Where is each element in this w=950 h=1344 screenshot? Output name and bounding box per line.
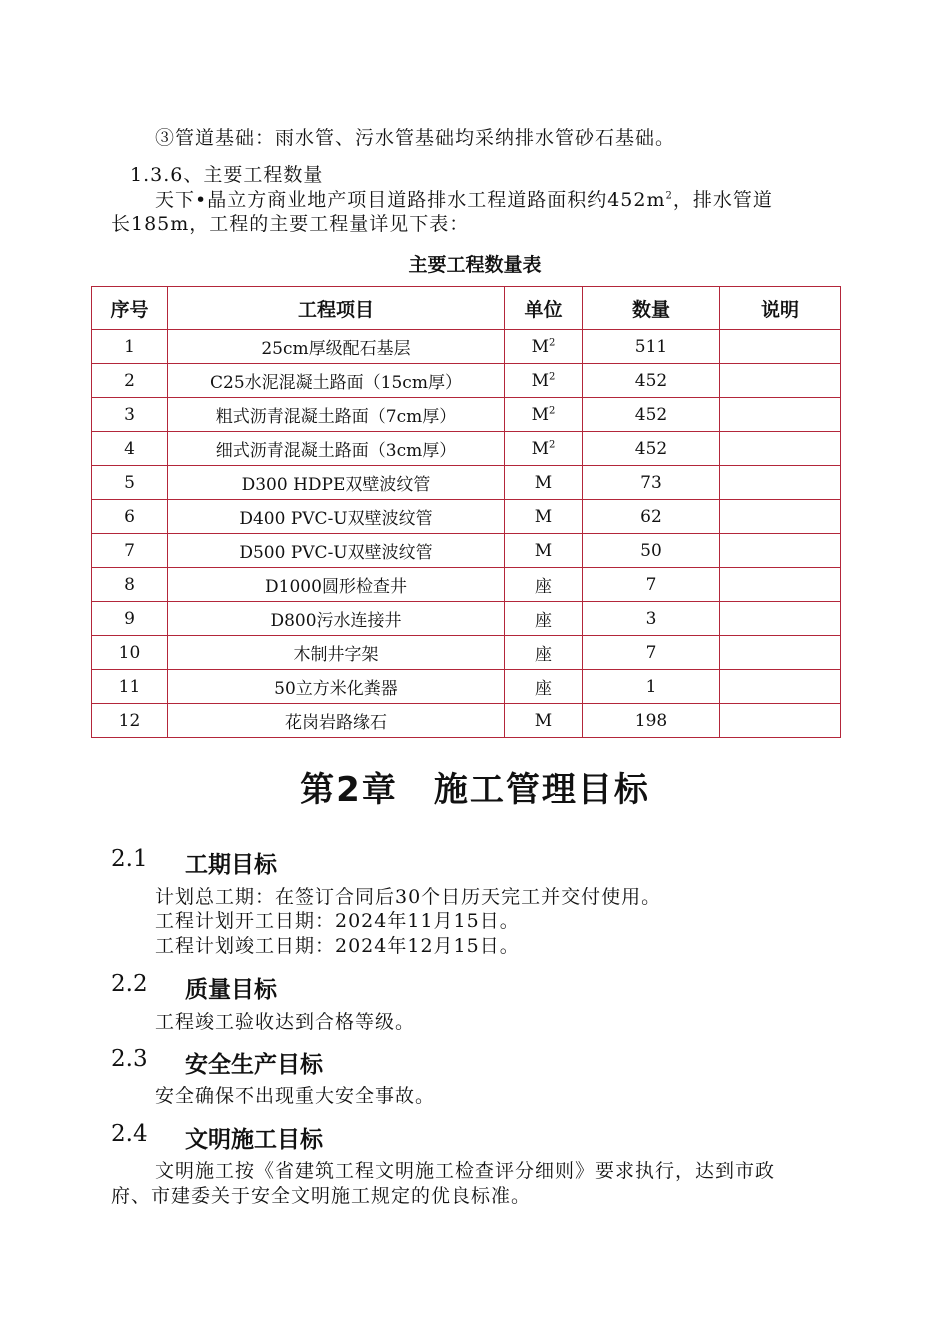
section-2-2-line-1: 工程竣工验收达到合格等级。 [155, 1011, 416, 1033]
unit-text: 座 [535, 679, 552, 699]
cell-item: D400 PVC-U双壁波纹管 [168, 500, 505, 534]
unit-text: M [531, 370, 550, 391]
cell-note [720, 670, 841, 704]
unit-superscript: 2 [549, 438, 556, 450]
cell-no: 7 [92, 534, 168, 568]
cell-item: D1000圆形检查井 [168, 568, 505, 602]
section-2-1-line-1: 计划总工期：在签订合同后30个日历天完工并交付使用。 [155, 886, 662, 908]
cell-qty: 7 [583, 568, 720, 602]
cell-unit [505, 398, 583, 432]
table-row [92, 670, 841, 704]
unit-text: 座 [535, 577, 552, 597]
unit-text: M [534, 540, 553, 561]
cell-no: 6 [92, 500, 168, 534]
unit-text: M [531, 336, 550, 357]
cell-note [720, 398, 841, 432]
cell-note [720, 466, 841, 500]
cell-note [720, 330, 841, 364]
unit-text: M [534, 472, 553, 493]
cell-qty: 511 [583, 330, 720, 364]
cell-no: 5 [92, 466, 168, 500]
cell-unit [505, 432, 583, 466]
table-row [92, 466, 841, 500]
cell-unit [505, 568, 583, 602]
pipe-foundation-text: ③管道基础：雨水管、污水管基础均采纳排水管砂石基础。 [155, 127, 676, 149]
cell-no: 10 [92, 636, 168, 670]
cell-unit [505, 466, 583, 500]
unit-superscript: 2 [549, 404, 556, 416]
header-qty: 数量 [583, 287, 720, 330]
header-note: 说明 [720, 287, 841, 330]
paragraph-text-pre: 天下•晶立方商业地产项目道路排水工程道路面积约452m [155, 189, 666, 211]
cell-qty: 62 [583, 500, 720, 534]
cell-item: D800污水连接井 [168, 602, 505, 636]
cell-qty: 198 [583, 704, 720, 738]
cell-note [720, 568, 841, 602]
cell-no: 12 [92, 704, 168, 738]
cell-item: D300 HDPE双壁波纹管 [168, 466, 505, 500]
unit-text: M [531, 404, 550, 425]
section-2-3-title: 安全生产目标 [185, 1052, 323, 1078]
cell-item: 花岗岩路缘石 [168, 704, 505, 738]
section-2-4-title: 文明施工目标 [185, 1127, 323, 1153]
table-row [92, 398, 841, 432]
cell-qty: 452 [583, 398, 720, 432]
section-2-1-title: 工期目标 [185, 852, 277, 878]
table-row [92, 364, 841, 398]
cell-qty: 452 [583, 432, 720, 466]
table-row [92, 568, 841, 602]
table-row [92, 636, 841, 670]
cell-no: 4 [92, 432, 168, 466]
cell-unit [505, 636, 583, 670]
cell-qty: 1 [583, 670, 720, 704]
cell-no: 1 [92, 330, 168, 364]
cell-item: 细式沥青混凝土路面（3cm厚） [168, 432, 505, 466]
header-unit: 单位 [505, 287, 583, 330]
cell-item: 木制井字架 [168, 636, 505, 670]
quantity-paragraph-line-2: 长185m，工程的主要工程量详见下表： [111, 213, 470, 235]
cell-item: 粗式沥青混凝土路面（7cm厚） [168, 398, 505, 432]
section-2-2-title: 质量目标 [185, 977, 277, 1003]
cell-qty: 50 [583, 534, 720, 568]
header-no: 序号 [92, 287, 168, 330]
cell-note [720, 364, 841, 398]
section-2-4-number: 2.4 [111, 1121, 148, 1147]
cell-item: C25水泥混凝土路面（15cm厚） [168, 364, 505, 398]
cell-no: 3 [92, 398, 168, 432]
cell-no: 8 [92, 568, 168, 602]
cell-qty: 452 [583, 364, 720, 398]
cell-unit [505, 704, 583, 738]
unit-text: 座 [535, 645, 552, 665]
cell-note [720, 500, 841, 534]
section-2-4-line-2: 府、市建委关于安全文明施工规定的优良标准。 [111, 1185, 532, 1207]
cell-item: 25cm厚级配石基层 [168, 330, 505, 364]
paragraph-text-post: ，排水管道 [672, 189, 773, 211]
area-superscript: 2 [665, 190, 673, 202]
table-row [92, 500, 841, 534]
heading-1-3-6: 1.3.6、主要工程数量 [130, 164, 324, 186]
section-2-1-line-3: 工程计划竣工日期：2024年12月15日。 [155, 935, 520, 957]
cell-unit [505, 602, 583, 636]
table-body [92, 330, 841, 738]
table-row [92, 704, 841, 738]
table-caption: 主要工程数量表 [408, 254, 542, 276]
cell-item: 50立方米化粪器 [168, 670, 505, 704]
unit-text: M [534, 710, 553, 731]
cell-no: 11 [92, 670, 168, 704]
cell-unit [505, 330, 583, 364]
unit-text: M [531, 438, 550, 459]
table-row [92, 534, 841, 568]
cell-no: 2 [92, 364, 168, 398]
cell-qty: 3 [583, 602, 720, 636]
cell-qty: 73 [583, 466, 720, 500]
unit-text: M [534, 506, 553, 527]
section-2-1-number: 2.1 [111, 846, 148, 872]
table-row [92, 330, 841, 364]
cell-no: 9 [92, 602, 168, 636]
section-2-1-line-2: 工程计划开工日期：2024年11月15日。 [155, 910, 520, 932]
cell-unit [505, 670, 583, 704]
section-2-2-number: 2.2 [111, 971, 148, 997]
section-2-3-number: 2.3 [111, 1046, 148, 1072]
unit-superscript: 2 [549, 336, 556, 348]
section-2-3-line-1: 安全确保不出现重大安全事故。 [155, 1085, 436, 1107]
header-item: 工程项目 [168, 287, 505, 330]
unit-superscript: 2 [549, 370, 556, 382]
quantity-table [91, 286, 841, 738]
cell-note [720, 636, 841, 670]
unit-text: 座 [535, 611, 552, 631]
chapter-title: 第2章 施工管理目标 [300, 770, 650, 810]
cell-note [720, 602, 841, 636]
cell-note [720, 534, 841, 568]
cell-unit [505, 364, 583, 398]
cell-note [720, 704, 841, 738]
cell-qty: 7 [583, 636, 720, 670]
quantity-paragraph-line-1 [155, 188, 773, 212]
section-2-4-line-1: 文明施工按《省建筑工程文明施工检查评分细则》要求执行，达到市政 [155, 1160, 776, 1182]
cell-unit [505, 500, 583, 534]
cell-unit [505, 534, 583, 568]
table-row [92, 602, 841, 636]
cell-item: D500 PVC-U双壁波纹管 [168, 534, 505, 568]
table-row [92, 432, 841, 466]
cell-note [720, 432, 841, 466]
table-header-row [92, 287, 841, 330]
